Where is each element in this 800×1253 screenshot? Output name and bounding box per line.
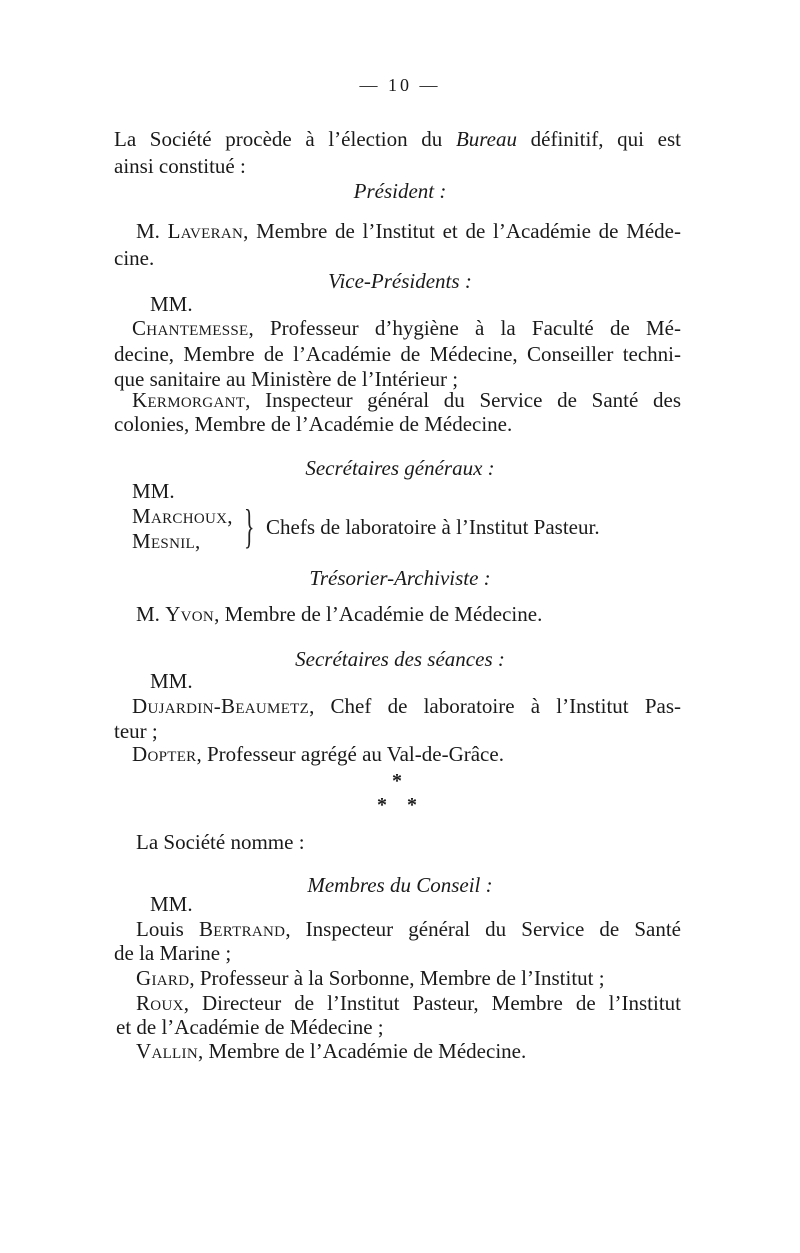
chantemesse-line-1 <box>132 315 681 341</box>
bertrand-text: , Inspecteur général du Service de Santé <box>285 917 681 941</box>
vallin-text: , Membre de l’Académie de Médecine. <box>197 1039 527 1063</box>
intro-text-start: La Société procède à l’élection du <box>114 127 456 151</box>
dujardin-line-2: teur ; <box>114 719 158 743</box>
secretaires-generaux-role: Chefs de laboratoire à l’Institut Pasteur. <box>266 515 600 539</box>
vallin-name: Vallin <box>136 1039 198 1063</box>
secretaires-seances-heading: Secrétaires des séances : <box>295 647 505 671</box>
bertrand-name: Bertrand <box>198 917 286 941</box>
secretaires-generaux-heading: Secrétaires généraux : <box>305 456 495 480</box>
secretaires-seances-mm: MM. <box>150 669 193 693</box>
vallin-line <box>136 1038 526 1064</box>
mesnil-name: Mesnil, <box>132 529 201 553</box>
tresorier-name: Yvon <box>165 602 215 626</box>
asterism-left: * <box>377 794 387 816</box>
intro-text-end: définitif, qui est <box>516 127 681 151</box>
president-name: Laveran <box>167 219 244 243</box>
dujardin-name: Dujardin-Beaumetz <box>132 694 310 718</box>
president-heading: Président : <box>353 179 447 203</box>
bertrand-first: Louis <box>136 917 199 941</box>
asterism-top: * <box>392 770 402 792</box>
president-line-2: cine. <box>114 246 155 270</box>
tresorier-text: , Membre de l’Académie de Médecine. <box>214 602 543 626</box>
roux-line-1 <box>136 990 681 1016</box>
roux-line-2: et de l’Académie de Médecine ; <box>116 1015 384 1039</box>
tresorier-prefix: M. <box>136 602 166 626</box>
page-number: — 10 — <box>359 75 441 95</box>
kermorgant-line-1 <box>132 387 681 413</box>
marchoux-name: Marchoux, <box>132 504 233 528</box>
chantemesse-line-2: decine, Membre de l’Académie de Médecine, Conseiller techni- <box>114 342 681 366</box>
nomme-line: La Société nomme : <box>136 830 305 854</box>
kermorgant-line-2: colonies, Membre de l’Académie de Médecine. <box>114 412 513 436</box>
roux-text: , Directeur de l’Institut Pasteur, Membre de l’Institut <box>183 991 681 1015</box>
president-prefix: M. <box>136 219 168 243</box>
bertrand-line-1 <box>136 916 681 942</box>
tresorier-heading: Trésorier-Archiviste : <box>309 566 491 590</box>
kermorgant-text: , Inspecteur général du Service de Santé des <box>245 388 681 412</box>
intro-line-2: ainsi constitué : <box>114 154 246 178</box>
dopter-name: Dopter <box>132 742 197 766</box>
giard-name: Giard <box>136 966 190 990</box>
tresorier-line <box>136 601 542 627</box>
giard-text: , Professeur à la Sorbonne, Membre de l’Institut ; <box>189 966 605 990</box>
brace-glyph: } <box>244 500 255 553</box>
giard-line <box>136 965 605 991</box>
chantemesse-line-3: que sanitaire au Ministère de l’Intérieur ; <box>114 367 459 391</box>
asterism-right: * <box>407 794 417 816</box>
bertrand-line-2: de la Marine ; <box>114 941 232 965</box>
president-line-1 <box>136 218 681 244</box>
secretaires-generaux-mm: MM. <box>132 479 175 503</box>
vice-presidents-heading: Vice-Présidents : <box>328 269 472 293</box>
intro-line-1 <box>114 126 681 152</box>
chantemesse-name: Chantemesse <box>132 316 249 340</box>
president-text: , Membre de l’Institut et de l’Académie de Méde- <box>243 219 681 243</box>
dujardin-text: , Chef de laboratoire à l’Institut Pas- <box>309 694 681 718</box>
conseil-heading: Membres du Conseil : <box>307 873 493 897</box>
dopter-text: , Professeur agrégé au Val-de-Grâce. <box>196 742 504 766</box>
intro-bureau: Bureau <box>455 127 517 151</box>
conseil-mm: MM. <box>150 892 193 916</box>
kermorgant-name: Kermorgant <box>132 388 246 412</box>
dopter-line <box>132 741 504 767</box>
vice-presidents-mm: MM. <box>150 292 193 316</box>
roux-name: Roux <box>136 991 184 1015</box>
dujardin-line-1 <box>132 693 681 719</box>
chantemesse-text: , Professeur d’hygiène à la Faculté de Mé- <box>248 316 681 340</box>
